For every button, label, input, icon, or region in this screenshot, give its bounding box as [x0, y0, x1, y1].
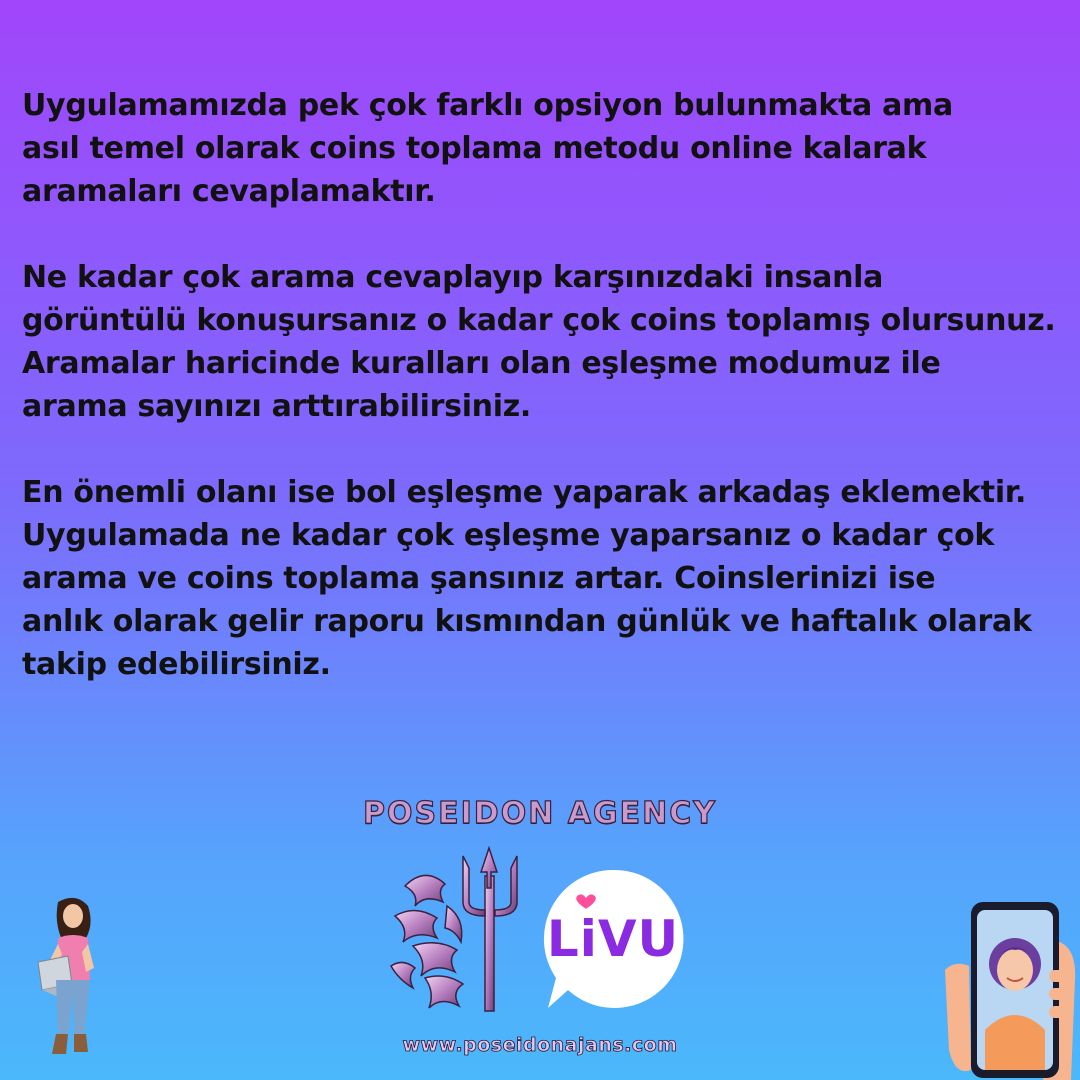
- text-line: Uygulamamızda pek çok farklı opsiyon bulunmakta ama: [22, 88, 953, 123]
- text-line: Uygulamada ne kadar çok eşleşme yaparsanız o kadar çok: [22, 518, 995, 553]
- livu-logo-text: LiVU: [546, 910, 680, 968]
- text-line: aramaları cevaplamaktır.: [22, 174, 436, 209]
- text-line: anlık olarak gelir raporu kısmından günlük ve haftalık olarak: [22, 604, 1032, 639]
- livu-logo: [540, 866, 686, 1012]
- paragraph-2: [22, 256, 1072, 428]
- text-line: arama ve coins toplama şansınız artar. Coinslerinizi ise: [22, 561, 936, 596]
- website-link[interactable]: www.poseidonajans.com: [402, 1034, 678, 1056]
- text-line: asıl temel olarak coins toplama metodu online kalarak: [22, 131, 927, 166]
- text-line: görüntülü konuşursanız o kadar çok coins toplamış olursunuz.: [22, 303, 1056, 338]
- body-text: [22, 84, 1072, 729]
- agency-title: POSEIDON AGENCY: [363, 796, 717, 831]
- paragraph-1: [22, 84, 1072, 213]
- text-line: Ne kadar çok arama cevaplayıp karşınızdaki insanla: [22, 260, 884, 295]
- trident-icon: [385, 846, 540, 1016]
- text-line: Aramalar haricinde kuralları olan eşleşme modumuz ile: [22, 346, 941, 381]
- paragraph-3: [22, 471, 1072, 686]
- text-line: arama sayınızı arttırabilirsiniz.: [22, 389, 531, 424]
- text-line: takip edebilirsiniz.: [22, 647, 331, 682]
- text-line: En önemli olanı ise bol eşleşme yaparak arkadaş eklemektir.: [22, 475, 1027, 510]
